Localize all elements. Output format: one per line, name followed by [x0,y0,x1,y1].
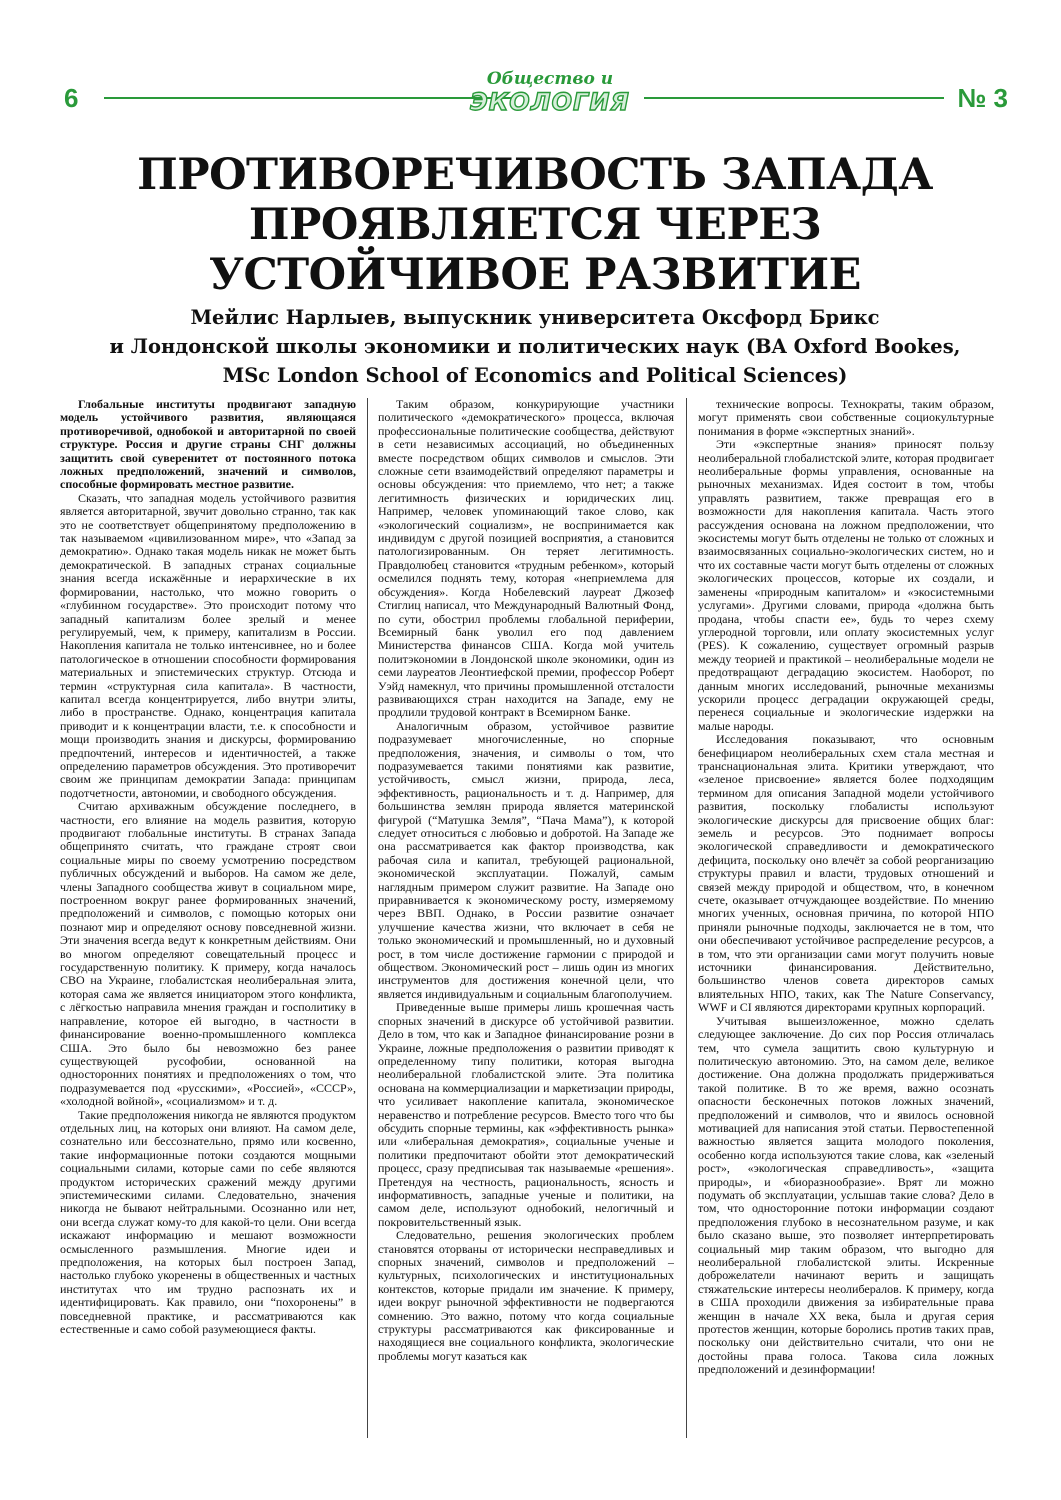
headline-line-1: ПРОТИВОРЕЧИВОСТЬ ЗАПАДА [137,150,933,200]
article-headline [60,150,1010,300]
paragraph: Учитывая вышеизложенное, можно сделать следующее заключение. До сих пор Россия отличалась тем, что сумела защитить свою культурную и политическую автономию. Это, на самом деле, великое достижение. Она должна продолжать придерживаться такой политике. В то же время, важно осознать опасности бесконечных потоков ложных значений, предположений и символов, что и явилось основной мотивацией для написания этой статьи. Первостепенной важностью является защита молодого поколения, особенно когда используются такие слова, как «зеленый рост», «экологическая справедливость», «защита природы», и «биоразнообразие». Врят ли можно подумать об эксплуатации, услышав такие слова? Дело в том, что односторонние потоки информации создают предположения глубоко в несознательном разуме, и как было сказано выше, это позволяет интерпретировать социальный мир таким образом, что выгодно для неолиберальной глобалистской элиты. Искренные доброжелатели начинают верить и защищать стяжательские интересы неолибералов. К примеру, когда в США проходили движения за избирательные права женщин в начале XX века, была и другая серия протестов женщин, которые боролись против таких прав, поскольку они действительно считали, что они не достойны права голоса. Такова сила ложных предположений и дезинформации! [698,1013,994,1377]
byline-line-2: и Лондонской школы экономики и политических наук (BA Oxford Bookes, [109,335,961,358]
column-1 [60,398,356,1438]
page-number: 6 [64,83,79,113]
paragraph: Исследования показывают, что основным бенефициаром неолиберальных схем стала местная и транснациональная элита. Критики утверждают, что «зеленое присвоение» является более подходящим термином для описания Западной модели устойчивого развития, поскольку глобалисты используют экологические дискурсы для присвоение общих благ: земель и ресурсов. Это поднимает вопросы экологической справедливости и демократического дефицита, поскольку оно влечёт за собой реорганизацию структуры правил и власти, трудовых отношений и связей между природой и обществом, что, в конечном счете, оказывает отчуждающее воздействие. По мнению многих ученных, основная причина, по которой НПО приняли рыночные подходы, заключается не в том, что они обеспечивают устойчивое распределение ресурсов, а в том, что эти организации сами могут получить новые источники финансирования. Действительно, большинство членов совета директоров самых влиятельных НПО, таких, как The Nature Conservancy, WWF и CI являются директорами крупных корпораций. [698,732,994,1015]
headline-line-3: УСТОЙЧИВОЕ РАЗВИТИЕ [209,250,861,300]
byline-line-3: MSc London School of Economics and Political Sciences) [222,364,848,387]
column-divider [686,398,687,1438]
logo-line-top: Общество и [486,69,614,89]
column-divider [367,398,368,1438]
headline-line-2: ПРОЯВЛЯЕТСЯ ЧЕРЕЗ [248,200,822,250]
paragraph: Считаю архиважным обсуждение последнего, в частности, его влияние на модель развития, которую продвигают глобальные институты. В странах Запада общепринято считать, что граждане строят свои социальные миры по своему усмотрению посредством публичных обсуждений и выборов. На самом же деле, члены Западного сообщества живут в социальном мире, построенном вокруг ранее формированных значений, предположений и символов, с помощью которых они познают мир и определяют основу повседневной жизни. Эти значения всегда ведут к конкретным действиям. Они во многом определяют совещательный процесс и государственную политику. К примеру, когда началось СВО на Украине, глобалистская неолиберальная элита, которая сама же является инициатором этого конфликта, с лёгкостью направила мнения граждан и госполитику в направление, которое ей выгодно, в частности в финансирование военно-промышленного комплекса США. Это было бы невозможно без ранее существующей русофобии, основанной на односторонних понятиях и предположениях о том, что подразумевается под «русскими», «Россией», «СССР», «холодной войной», «социализмом» и т. д. [60,799,356,1109]
logo-line-bottom: ЭКОЛОГИЯ [470,88,630,116]
newspaper-logo [460,70,640,115]
author-byline [60,303,1010,390]
paragraph: Аналогичным образом, устойчивое развитие подразумевает многочисленные, но спорные предположения, значения, и символы о том, что подразумевается такими понятиями как развитие, устойчивость, смысл жизни, природа, леса, эффективность, рациональность и т. д. Например, для большинства землян природа является материнской фигурой (“Матушка Земля”, “Пача Мама”), к которой следует относиться с любовью и добротой. На Западе же она рассматривается как фактор производства, как рабочая сила и капитал, требующей рациональной, экономической эксплуатации. Пожалуй, самым наглядным примером служит развитие. На Западе оно приравнивается к экономическому росту, измеряемому через ВВП. Однако, в России развитие означает улучшение качества жизни, что включает в себя не только экономический и промышленный, но и духовный рост, в том числе достижение гармонии с природой и обществом. Экономический рост – лишь один из многих инструментов для достижения конечной цели, что является индивидуальным и социальным благополучием. [378,718,674,1001]
paragraph: Эти «экспертные знания» приносят пользу неолиберальной глобалистской элите, которая продвигает неолиберальные формы управления, основанные на рыночных механизмах. Идея состоит в том, чтобы управлять развитием, также превращая его в возможности для накопления капитала. Часть этого рассуждения основана на ложном предположении, что экосистемы могут быть отделены не только от сложных и взаимосвязанных социально-экологических систем, но и что их составные части могут быть отделены от сложных экологических процессов, которые их создали, и заменены «природным капиталом» и «экосистемными услугами». Другими словами, природа «должна быть продана, чтобы спасти ее», будь то через схему углеродной торговли, или оплату экосистемных услуг (PES). К сожалению, существует огромный разрыв между теорией и практикой – неолиберальные модели не предотвращают деградацию экосистем. Наоборот, по данным многих исследований, рыночные механизмы ускорили процесс деградации окружающей среды, перенеся социальные и экологические издержки на малые народы. [698,437,994,733]
column-2 [378,398,674,1438]
paragraph: Таким образом, конкурирующие участники политического «демократического» процесса, включая профессиональные политические сообщества, действуют в сети независимых ассоциаций, но объединенных вместе посредством общих символов и смыслов. Эти сложные сети взаимодействий определяют параметры и основы обсуждения: что приемлемо, что нет; а также легитимность физических и юридических лиц. Например, человек упоминающий такое слово, как «экологический социализм», не воспринимается как индивидум с другой позицией восприятия, а становится патологизированным. Он теряет легитимность. Правдолюбец становится «трудным ребенком», который осмелился поднять тему, которая «неприемлема для обсуждения». Когда Нобелевский лауреат Джозеф Стиглиц написал, что Международный Валютный Фонд, по сути, обострил проблемы глобальной периферии, Всемирный банк уволил его под давлением Министерства финансов США. Когда мой учитель политэкономии в Лондонской школе экономики, один из семи лауреатов Леонтиефской премии, профессор Роберт Уэйд намекнул, что причины промышленной отсталости развивающихся стран находится на Западе, ему не продлили трудовой контракт в Всемирном Банке. [378,398,674,720]
issue-number: № 3 [957,83,1008,113]
masthead-rule-right [644,97,944,99]
paragraph: Сказать, что западная модель устойчивого развития является авторитарной, звучит довольно странно, так как это не соответствует общепринятому предположению в так называемом «цивилизованном мире», что «Запад за демократию». Однако такая модель никак не может быть демократической. В западных странах социальные знания всегда искажённые и иерархические в их формировании, настолько, что можно говорить о «глубинном государстве». Это происходит потому что западный капитализм более зрелый и менее регулируемый, чем, к примеру, капитализм в России. Накопления капитала не только интенсивнее, но и более патологическое в отношении способности формирования материальных и эпистемических структур. Отсюда и термин «структурная сила капитала». В частности, капитал всегда концентрируется, либо внутри элиты, либо в пространстве. Однако, концентрация капитала приводит и к концентрации власти, т.е. к способности и мощи производить знания и дискурсы, формированию предпочтений, интересов и идентичностей, а также определению параметров обсуждения. Это противоречит своим же принципам демократии Запада: принципам подотчетности, автономии, и свободного обсуждения. [60,490,356,800]
paragraph: Приведенные выше примеры лишь крошечная часть спорных значений в дискурсе об устойчивой развитии. Дело в том, что как и Западное финансирование розни в Украине, ложные предположения о развитии приводят к определенному типу политики, которая выгодна неолиберальной глобалистской элите. Эта политика основана на коммерциализации и маркетизации природы, что усиливает накопление капитала, экономическое неравенство и потребление ресурсов. Вместо того что бы обсудить спорные термины, как «эффективность рынка» или «либеральная демократия», социальные ученые и политики предпочитают обойти этот демократический процесс, сразу предписывая так называемые «решения». Претендуя на честность, рациональность, ясность и информативность, западные ученые и политики, на самом деле, используют однобокий, нелогичный и покровительственный язык. [378,1000,674,1229]
lead-paragraph: Глобальные институты продвигают западную модель устойчивого развития, являющаяся противоречивой, однобокой и авторитарной по своей структуре. Россия и другие страны СНГ должны защитить свой суверенитет от постоянного потока ложных предположений, значений и символов, способные формировать местное развитие. [60,398,356,492]
byline-line-1: Мейлис Нарлыев, выпускник университета Оксфорд Брикс [190,306,880,329]
paragraph: Такие предположения никогда не являются продуктом отдельных лиц, на которых они влияют. На самом деле, сознательно или бессознательно, прямо или косвенно, такие информационные потоки создаются мощными социальными силами, которые сами по себе являются продуктом исторических сражений между другими эпистемическими силами. Следовательно, значения никогда не бывают нейтральными. Осознанно или нет, они всегда служат кому-то для какой-то цели. Они всегда искажают информацию и мешают возможности осмысленного размышления. Многие идеи и предположения, на которых был построен Запад, настолько глубоко укоренены в общественных и частных институтах что им трудно распознать их и идентифицировать. Как правило, они “похоронены” в повседневной практике, и рассматриваются как естественные и само собой разумеющиеся факты. [60,1107,356,1337]
article-body [60,398,1008,1438]
paragraph: технические вопросы. Технократы, таким образом, могут применять свои собственные социокультурные понимания в форме «экспертных знаний». [698,398,994,438]
column-3 [698,398,994,1438]
paragraph: Следовательно, решения экологических проблем становятся оторваны от исторически несправедливых и спорных значений, символов и предположений – культурных, психологических и институциональных контекстов, которые придали им значение. К примеру, идеи вокруг рыночной эффективности не подвергаются сомнению. Это важно, потому что когда социальные структуры рассматриваются как фиксированные и находящиеся вне социального конфликта, экологические проблемы могут казаться как [378,1228,674,1363]
masthead-rule-left [104,97,512,99]
masthead [60,70,1010,120]
